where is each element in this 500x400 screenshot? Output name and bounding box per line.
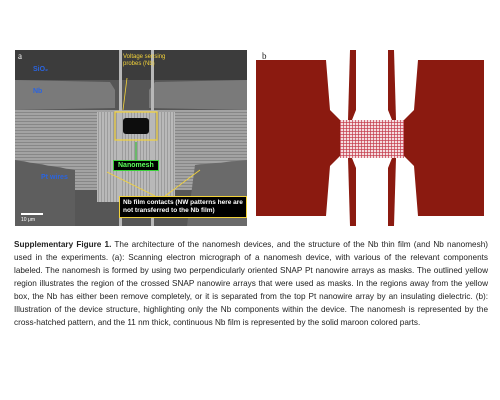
nb-film-left [256, 60, 340, 216]
nb-label: Nb [33, 88, 43, 95]
nb-structure-illustration [256, 50, 484, 226]
panel-a-letter: a [18, 51, 22, 61]
nanomesh-crosshatch [340, 120, 404, 158]
nb-contacts-label: Nb film contacts (NW patterns here are not transferred to the Nb film) [119, 196, 247, 218]
device-illustration-panel [256, 50, 484, 226]
voltage-probe-top-left [348, 50, 356, 120]
voltage-probe-bottom-left [348, 158, 356, 226]
voltage-probe-bottom-right [388, 158, 396, 226]
nanomesh-label: Nanomesh [113, 160, 159, 171]
scale-bar [21, 213, 43, 215]
scale-bar-label: 10 μm [21, 217, 35, 223]
caption-body: The architecture of the nanomesh devices, and the structure of the Nb thin film (and Nb nanomesh) used in the experiments. (a): Scanning electron micrograph of a nanomesh device, with various of the relevant components labeled. The nanomesh is formed by using two perpendicularly oriented SNAP Pt nanowire arrays as masks. The outlined yellow region illustrates the region of the crossed SNAP nanowire arrays that were used as masks. In the regions away from the yellow box, the Nb has either been remove completely, or it is separated from the top Pt nanowire array by an insulating dielectric. (b): Illustration of the device structure, highlighting only the Nb components within the device. The nanomesh is represented by the cross-hatched pattern, and the 11 nm thick, continuous Nb film is represented by the solid maroon colored parts. [14, 240, 488, 327]
sio2-label: SiO₂ [33, 66, 49, 73]
panel-b-letter: b [262, 51, 267, 61]
sem-micrograph-panel [15, 50, 247, 226]
nb-pad-top-left [15, 80, 115, 110]
figure-caption [14, 238, 488, 329]
pt-wires-label: Pt wires [41, 174, 68, 181]
voltage-probe-top-right [388, 50, 396, 120]
nanomesh-junction [123, 118, 149, 134]
caption-title: Supplementary Figure 1. [14, 240, 112, 249]
voltage-probes-label: Voltage sensing probes (Nb) [123, 54, 166, 67]
nb-film-right [404, 60, 484, 216]
nb-pad-top-right [149, 80, 247, 110]
